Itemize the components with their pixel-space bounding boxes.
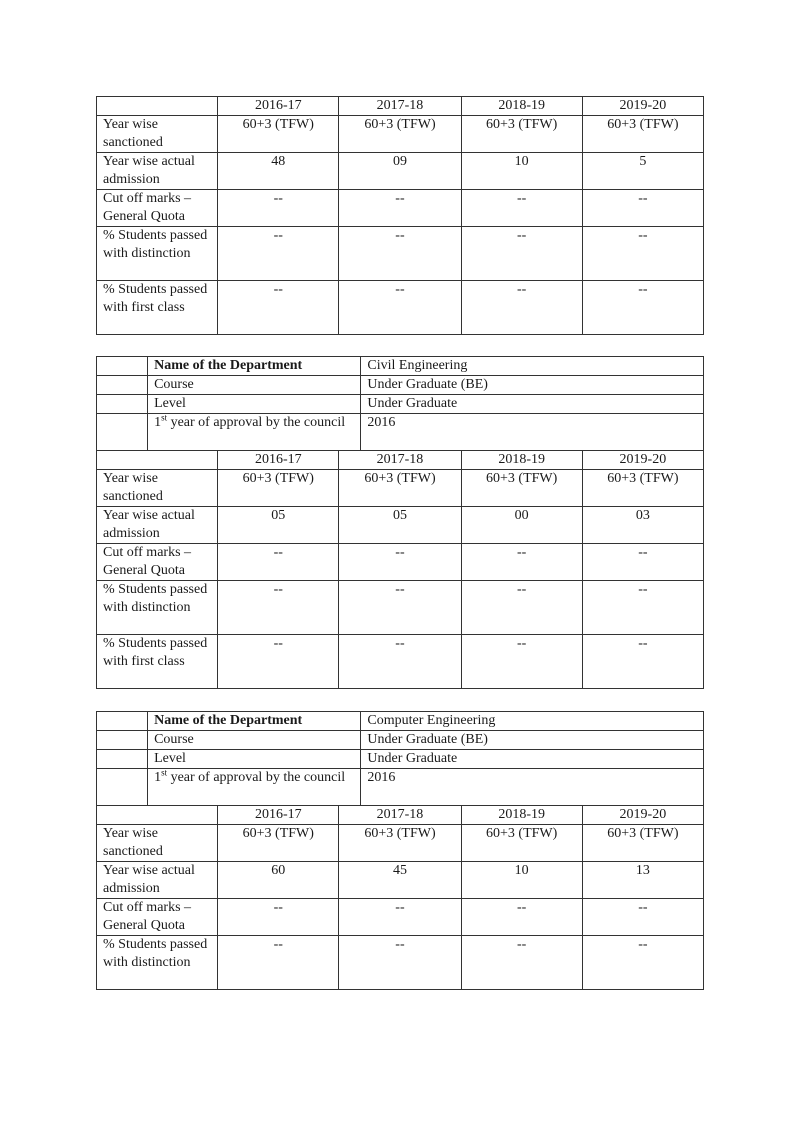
row-label: Year wise actual admission [97, 507, 218, 544]
info-value: Under Graduate (BE) [361, 731, 704, 750]
info-row [97, 731, 704, 750]
approval-label-text: year of approval by the council [167, 415, 346, 430]
table-row [97, 507, 704, 544]
table-cell: -- [461, 281, 582, 335]
table-cell: -- [461, 581, 582, 635]
table-cell: -- [339, 581, 461, 635]
table-cell: -- [339, 899, 461, 936]
info-label: Name of the Department [148, 712, 361, 731]
info-row [97, 395, 704, 414]
table-cell: 45 [339, 862, 461, 899]
table-cell: 10 [461, 862, 582, 899]
row-label: Cut off marks – General Quota [97, 899, 218, 936]
info-row [97, 769, 704, 806]
info-label: Level [148, 395, 361, 414]
table-cell: -- [461, 936, 582, 990]
row-label: Year wise sanctioned [97, 825, 218, 862]
table-cell: -- [339, 227, 461, 281]
info-value: Under Graduate (BE) [361, 376, 704, 395]
info-value: 2016 [361, 414, 704, 451]
table-cell: -- [218, 281, 339, 335]
year-header-row [97, 451, 704, 470]
year-data-table [96, 805, 704, 990]
year-header-row [97, 97, 704, 116]
year-header: 2016-17 [218, 97, 339, 116]
table-row [97, 581, 704, 635]
table-cell: -- [582, 635, 703, 689]
row-label: Cut off marks – General Quota [97, 190, 218, 227]
info-label: Course [148, 376, 361, 395]
row-label: Year wise sanctioned [97, 116, 218, 153]
year-header: 2019-20 [582, 451, 703, 470]
table-cell: 60+3 (TFW) [582, 825, 703, 862]
table-cell: 13 [582, 862, 703, 899]
info-label: Level [148, 750, 361, 769]
year-header: 2017-18 [339, 97, 461, 116]
info-label: Name of the Department [148, 357, 361, 376]
ordinal-number: 1 [154, 415, 162, 430]
year-header: 2018-19 [461, 451, 582, 470]
blank-cell [97, 395, 148, 414]
table-cell: -- [461, 899, 582, 936]
table-cell: 00 [461, 507, 582, 544]
table-cell: 60 [218, 862, 339, 899]
blank-header-cell [97, 451, 218, 470]
intake-table-computer [96, 711, 704, 990]
table-cell: -- [339, 936, 461, 990]
table-row [97, 470, 704, 507]
info-row [97, 357, 704, 376]
table-cell: 60+3 (TFW) [218, 470, 339, 507]
blank-header-cell [97, 97, 218, 116]
approval-label-text: year of approval by the council [167, 770, 346, 785]
table-cell: -- [339, 544, 461, 581]
table-cell: -- [218, 227, 339, 281]
table-cell: 60+3 (TFW) [461, 825, 582, 862]
info-label [148, 769, 361, 806]
table-cell: -- [582, 227, 703, 281]
year-header: 2019-20 [582, 97, 703, 116]
table-cell: -- [582, 899, 703, 936]
ordinal-number: 1 [154, 770, 162, 785]
intake-table-civil [96, 356, 704, 689]
table-cell: 48 [218, 153, 339, 190]
info-value: Civil Engineering [361, 357, 704, 376]
ordinal-suffix: st [161, 412, 168, 423]
info-row [97, 376, 704, 395]
year-header: 2017-18 [339, 451, 461, 470]
table-row [97, 936, 704, 990]
table-cell: 09 [339, 153, 461, 190]
year-header: 2018-19 [461, 97, 582, 116]
table-cell: 60+3 (TFW) [339, 825, 461, 862]
row-label: % Students passed with first class [97, 635, 218, 689]
table-cell: 05 [339, 507, 461, 544]
year-header: 2016-17 [218, 451, 339, 470]
table-cell: -- [339, 635, 461, 689]
table-cell: 5 [582, 153, 703, 190]
intake-table-1 [96, 96, 704, 335]
info-label: Course [148, 731, 361, 750]
info-row [97, 712, 704, 731]
table-cell: -- [582, 581, 703, 635]
blank-cell [97, 414, 148, 451]
table-cell: 10 [461, 153, 582, 190]
table-cell: -- [461, 190, 582, 227]
table-cell: 60+3 (TFW) [461, 116, 582, 153]
year-header: 2017-18 [339, 806, 461, 825]
table-cell: 60+3 (TFW) [582, 470, 703, 507]
table-cell: 60+3 (TFW) [339, 470, 461, 507]
blank-cell [97, 750, 148, 769]
table-cell: 05 [218, 507, 339, 544]
table-cell: 60+3 (TFW) [582, 116, 703, 153]
year-header: 2016-17 [218, 806, 339, 825]
table-row [97, 116, 704, 153]
row-label: Year wise actual admission [97, 862, 218, 899]
table-cell: -- [339, 190, 461, 227]
table-row [97, 281, 704, 335]
info-value: Computer Engineering [361, 712, 704, 731]
row-label: % Students passed with first class [97, 281, 218, 335]
table-cell: -- [218, 635, 339, 689]
table-cell: -- [582, 190, 703, 227]
table-cell: -- [339, 281, 461, 335]
blank-cell [97, 769, 148, 806]
table-row [97, 825, 704, 862]
table-cell: -- [582, 936, 703, 990]
info-label [148, 414, 361, 451]
table-row [97, 544, 704, 581]
row-label: % Students passed with distinction [97, 227, 218, 281]
info-value: Under Graduate [361, 395, 704, 414]
table-row [97, 153, 704, 190]
department-info-table [96, 711, 704, 806]
row-label: % Students passed with distinction [97, 936, 218, 990]
ordinal-suffix: st [161, 767, 168, 778]
year-header: 2018-19 [461, 806, 582, 825]
row-label: Year wise sanctioned [97, 470, 218, 507]
year-data-table [96, 450, 704, 689]
table-row [97, 227, 704, 281]
info-row [97, 414, 704, 451]
blank-cell [97, 376, 148, 395]
blank-cell [97, 712, 148, 731]
table-cell: -- [218, 544, 339, 581]
table-cell: 03 [582, 507, 703, 544]
table-cell: -- [461, 227, 582, 281]
info-value: 2016 [361, 769, 704, 806]
row-label: Year wise actual admission [97, 153, 218, 190]
year-header-row [97, 806, 704, 825]
table-cell: -- [461, 544, 582, 581]
department-info-table [96, 356, 704, 451]
year-header: 2019-20 [582, 806, 703, 825]
year-data-table [96, 96, 704, 335]
table-cell: 60+3 (TFW) [218, 116, 339, 153]
table-cell: 60+3 (TFW) [339, 116, 461, 153]
info-value: Under Graduate [361, 750, 704, 769]
table-cell: 60+3 (TFW) [461, 470, 582, 507]
table-cell: -- [218, 936, 339, 990]
table-row [97, 635, 704, 689]
table-cell: -- [582, 281, 703, 335]
blank-header-cell [97, 806, 218, 825]
table-row [97, 899, 704, 936]
table-row [97, 862, 704, 899]
blank-cell [97, 731, 148, 750]
table-cell: -- [218, 581, 339, 635]
table-cell: -- [582, 544, 703, 581]
table-row [97, 190, 704, 227]
table-cell: -- [218, 899, 339, 936]
info-row [97, 750, 704, 769]
table-cell: -- [461, 635, 582, 689]
row-label: % Students passed with distinction [97, 581, 218, 635]
blank-cell [97, 357, 148, 376]
table-cell: 60+3 (TFW) [218, 825, 339, 862]
row-label: Cut off marks – General Quota [97, 544, 218, 581]
table-cell: -- [218, 190, 339, 227]
